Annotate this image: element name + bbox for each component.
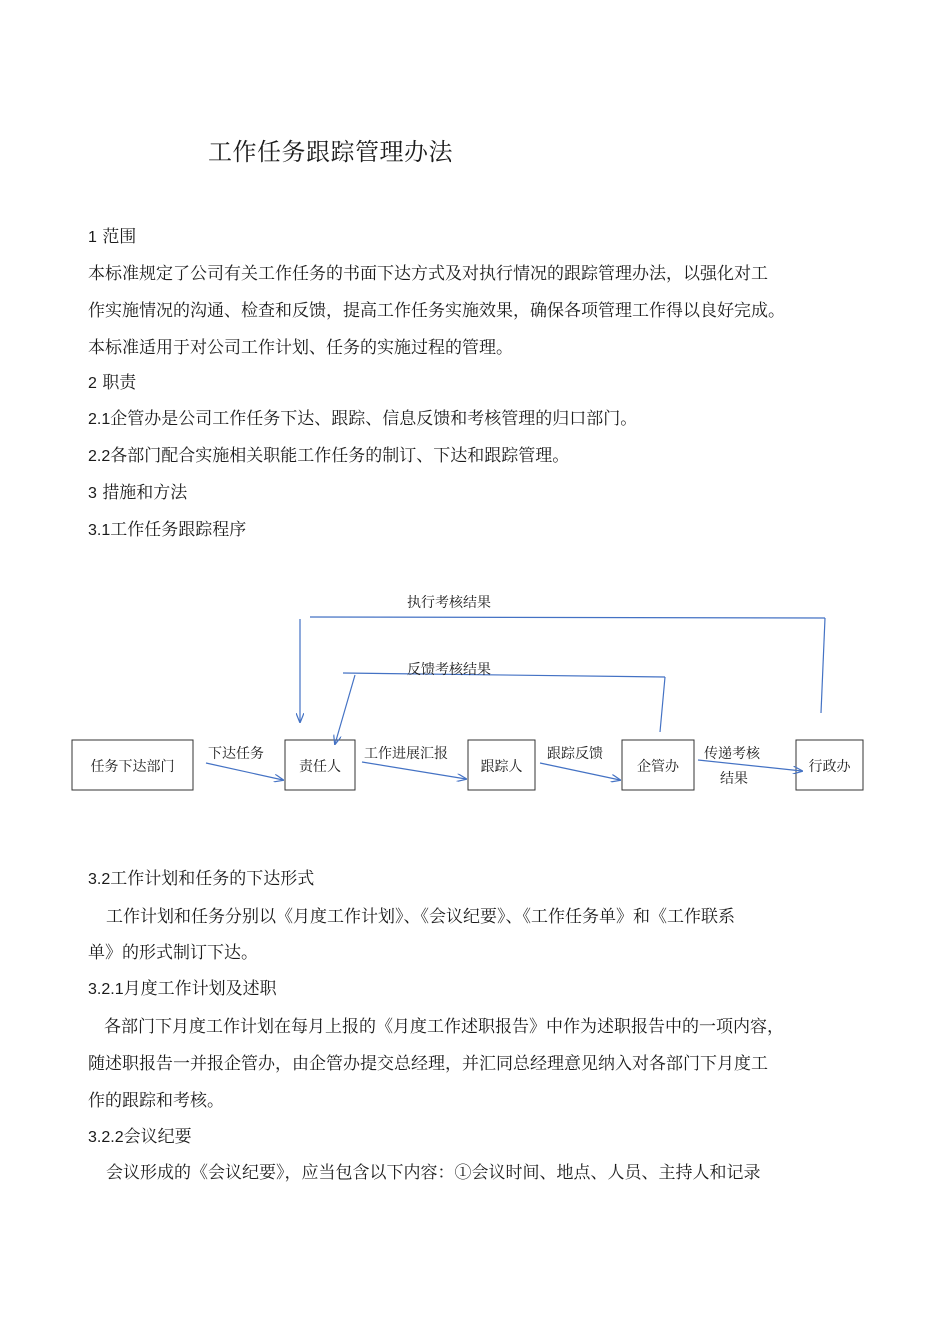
section-title: 职责 — [102, 373, 137, 393]
label-transmit-1: 传递考核 — [704, 746, 760, 762]
clause-text: 工作任务跟踪程序 — [110, 520, 247, 540]
clause-text: 企管办是公司工作任务下达、跟踪、信息反馈和考核管理的归口部门。 — [110, 409, 638, 429]
paragraph-line: 各部门下月度工作计划在每月上报的《月度工作述职报告》中作为述职报告中的一项内容， — [104, 1017, 784, 1037]
label-progress: 工作进展汇报 — [364, 746, 448, 762]
arrow-assign — [206, 763, 283, 780]
node-office-label: 企管办 — [637, 759, 679, 775]
loop-exec-result — [300, 594, 825, 722]
page-title: 工作任务跟踪管理办法 — [208, 138, 453, 166]
clause-number: 3.1 — [88, 522, 111, 539]
paragraph-line: 单》的形式制订下达。 — [88, 943, 258, 963]
label-assign: 下达任务 — [208, 746, 264, 762]
paragraph-line: 随述职报告一并报企管办，由企管办提交总经理，并汇同总经理意见纳入对各部门下月度工 — [88, 1054, 768, 1074]
node-owner-label: 责任人 — [299, 759, 341, 775]
node-dept-label: 任务下达部门 — [90, 759, 175, 775]
arrow-feedback — [540, 763, 620, 780]
clause-3-1 — [88, 519, 246, 542]
node-admin — [796, 740, 863, 790]
clause-3-2 — [88, 868, 314, 891]
loop-feedback-result — [335, 661, 665, 744]
clause-number: 2.2 — [88, 448, 111, 465]
paragraph-line: 本标准规定了公司有关工作任务的书面下达方式及对执行情况的跟踪管理办法，以强化对工 — [88, 264, 768, 284]
clause-number: 2.1 — [88, 411, 111, 428]
section-number: 1 — [88, 229, 97, 246]
node-admin-label: 行政办 — [808, 759, 851, 775]
arrow-progress — [362, 762, 466, 779]
node-tracker-label: 跟踪人 — [480, 759, 523, 775]
clause-number: 3.2.1 — [88, 981, 124, 998]
clause-3-2-1 — [88, 978, 277, 1001]
section-1-heading — [88, 226, 136, 249]
clause-number: 3.2.2 — [88, 1129, 124, 1146]
section-number: 3 — [88, 485, 97, 502]
paragraph-line: 作的跟踪和考核。 — [88, 1091, 224, 1111]
section-title: 范围 — [102, 227, 137, 247]
task-tracking-flowchart — [0, 580, 950, 820]
paragraph-line: 会议形成的《会议纪要》，应当包含以下内容：①会议时间、地点、人员、主持人和记录 — [106, 1163, 761, 1183]
label-feedback-result: 反馈考核结果 — [407, 662, 491, 678]
label-transmit-2: 结果 — [720, 771, 748, 787]
clause-text: 工作计划和任务的下达形式 — [110, 869, 315, 889]
section-title: 措施和方法 — [102, 483, 188, 503]
node-office — [622, 740, 694, 790]
paragraph-line: 作实施情况的沟通、检查和反馈，提高工作任务实施效果，确保各项管理工作得以良好完成。 — [88, 301, 785, 321]
clause-text: 会议纪要 — [123, 1127, 192, 1147]
label-feedback: 跟踪反馈 — [547, 746, 603, 762]
clause-2-2 — [88, 445, 569, 468]
paragraph-line: 本标准适用于对公司工作计划、任务的实施过程的管理。 — [88, 338, 513, 358]
section-2-heading — [88, 372, 136, 395]
clause-text: 各部门配合实施相关职能工作任务的制订、下达和跟踪管理。 — [110, 446, 570, 466]
clause-3-2-2 — [88, 1126, 192, 1149]
section-3-heading — [88, 482, 187, 505]
clause-text: 月度工作计划及述职 — [123, 979, 277, 999]
clause-2-1 — [88, 408, 637, 431]
label-exec-result: 执行考核结果 — [407, 595, 491, 611]
paragraph-line: 工作计划和任务分别以《月度工作计划》、《会议纪要》、《工作任务单》和《工作联系 — [106, 907, 735, 927]
clause-number: 3.2 — [88, 871, 111, 888]
section-number: 2 — [88, 375, 97, 392]
node-tracker — [468, 740, 535, 790]
node-dept — [72, 740, 193, 790]
node-owner — [285, 740, 355, 790]
